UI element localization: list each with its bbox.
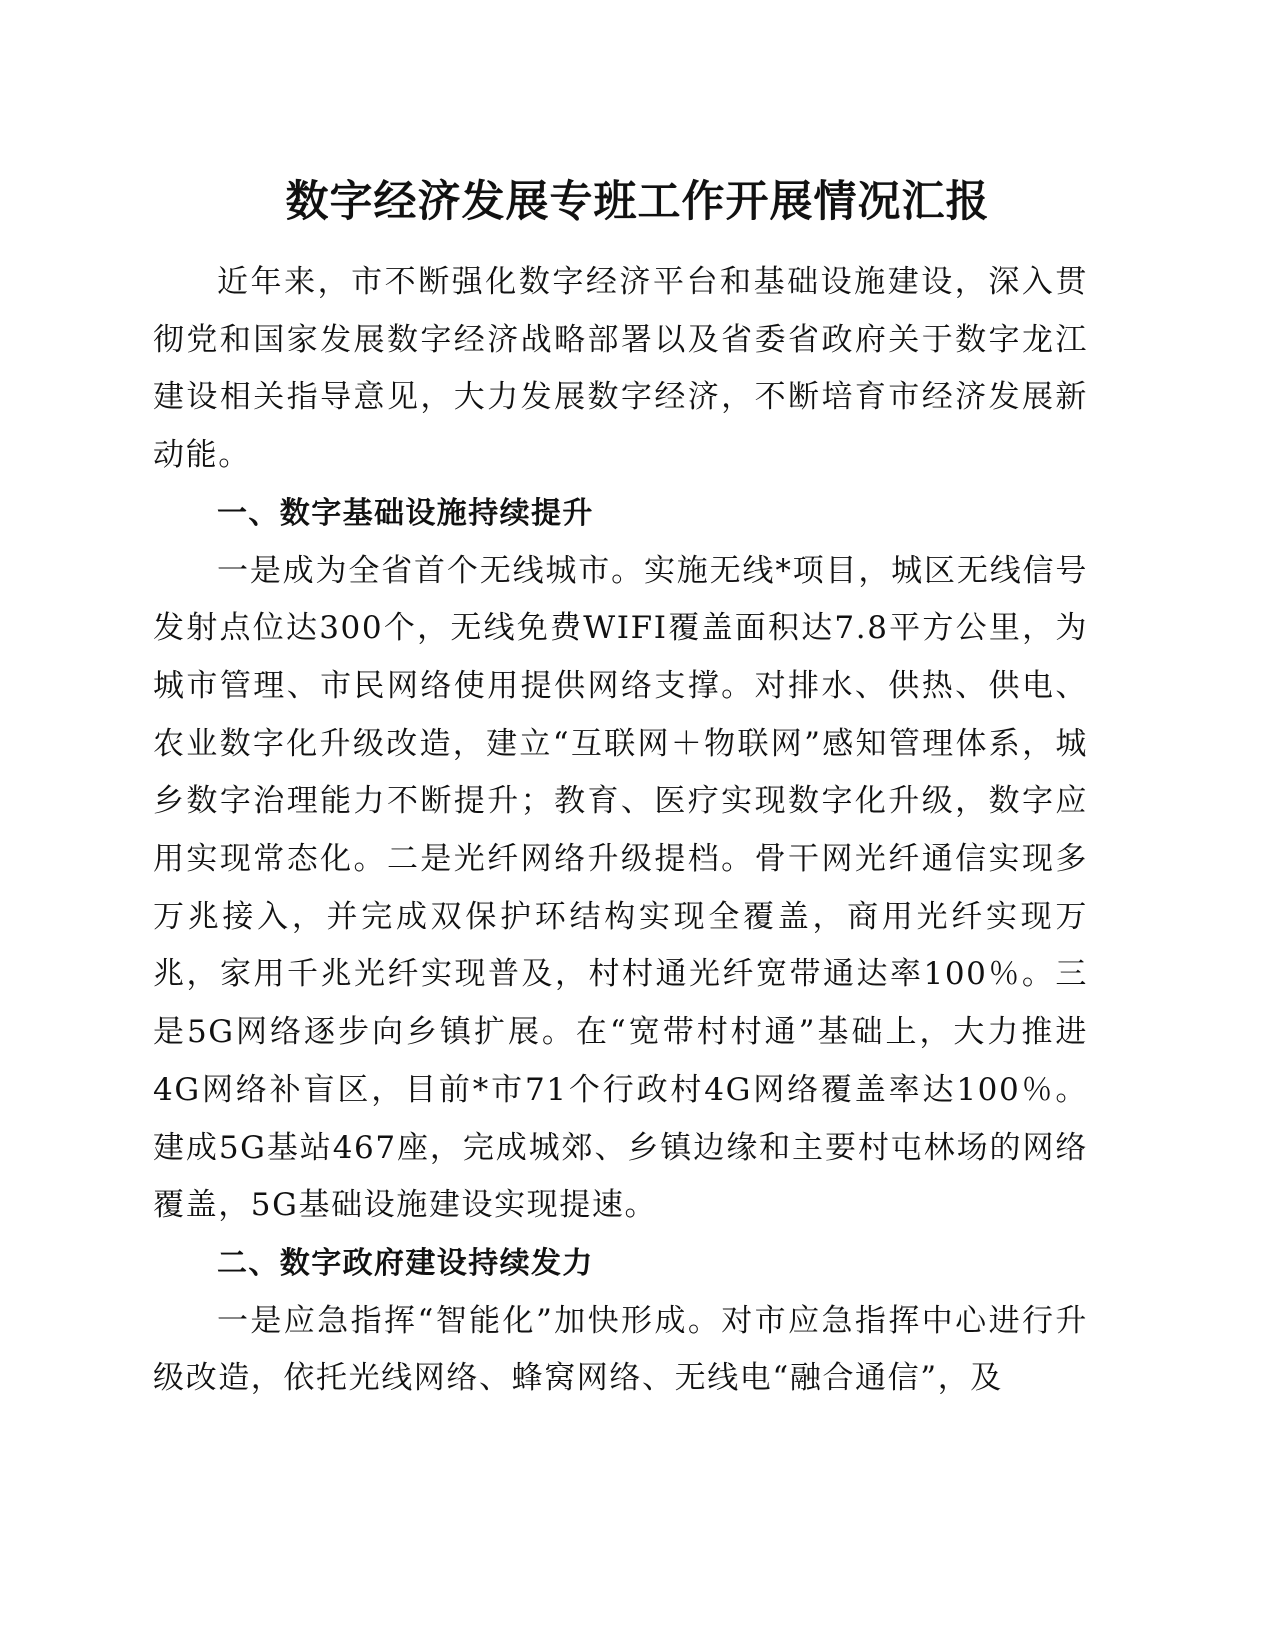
intro-paragraph: 近年来，市不断强化数字经济平台和基础设施建设，深入贯彻党和国家发展数字经济战略部署以及省委省政府关于数字龙江建设相关指导意见，大力发展数字经济，不断培育市经济发展新动能。 — [153, 264, 1088, 474]
section-1-paragraph: 一是成为全省首个无线城市。实施无线*项目，城区无线信号发射点位达300个，无线免费WIFI覆盖面积达7.8平方公里，为城市管理、市民网络使用提供网络支撑。对排水、供热、供电、农业数字化升级改造，建立“互联网＋物联网”感知管理体系，城乡数字治理能力不断提升；教育、医疗实现数字化升级，数字应用实现常态化。二是光纤网络升级提档。骨干网光纤通信实现多万兆接入，并完成双保护环结构实现全覆盖，商用光纤实现万兆，家用千兆光纤实现普及，村村通光纤宽带通达率100％。三是5G网络逐步向乡镇扩展。在“宽带村村通”基础上，大力推进4G网络补盲区，目前*市71个行政村4G网络覆盖率达100％。建成5G基站467座，完成城郊、乡镇边缘和主要村屯林场的网络覆盖，5G基础设施建设实现提速。 — [153, 552, 1088, 1224]
document-title: 数字经济发展专班工作开展情况汇报 — [285, 177, 990, 227]
section-2-paragraph: 一是应急指挥“智能化”加快形成。对市应急指挥中心进行升级改造，依托光线网络、蜂窝网络、无线电“融合通信”，及 — [153, 1302, 1088, 1397]
section-2-heading: 二、数字政府建设持续发力 — [217, 1245, 594, 1281]
document-body — [153, 254, 1088, 1408]
section-1-heading: 一、数字基础设施持续提升 — [217, 495, 594, 531]
